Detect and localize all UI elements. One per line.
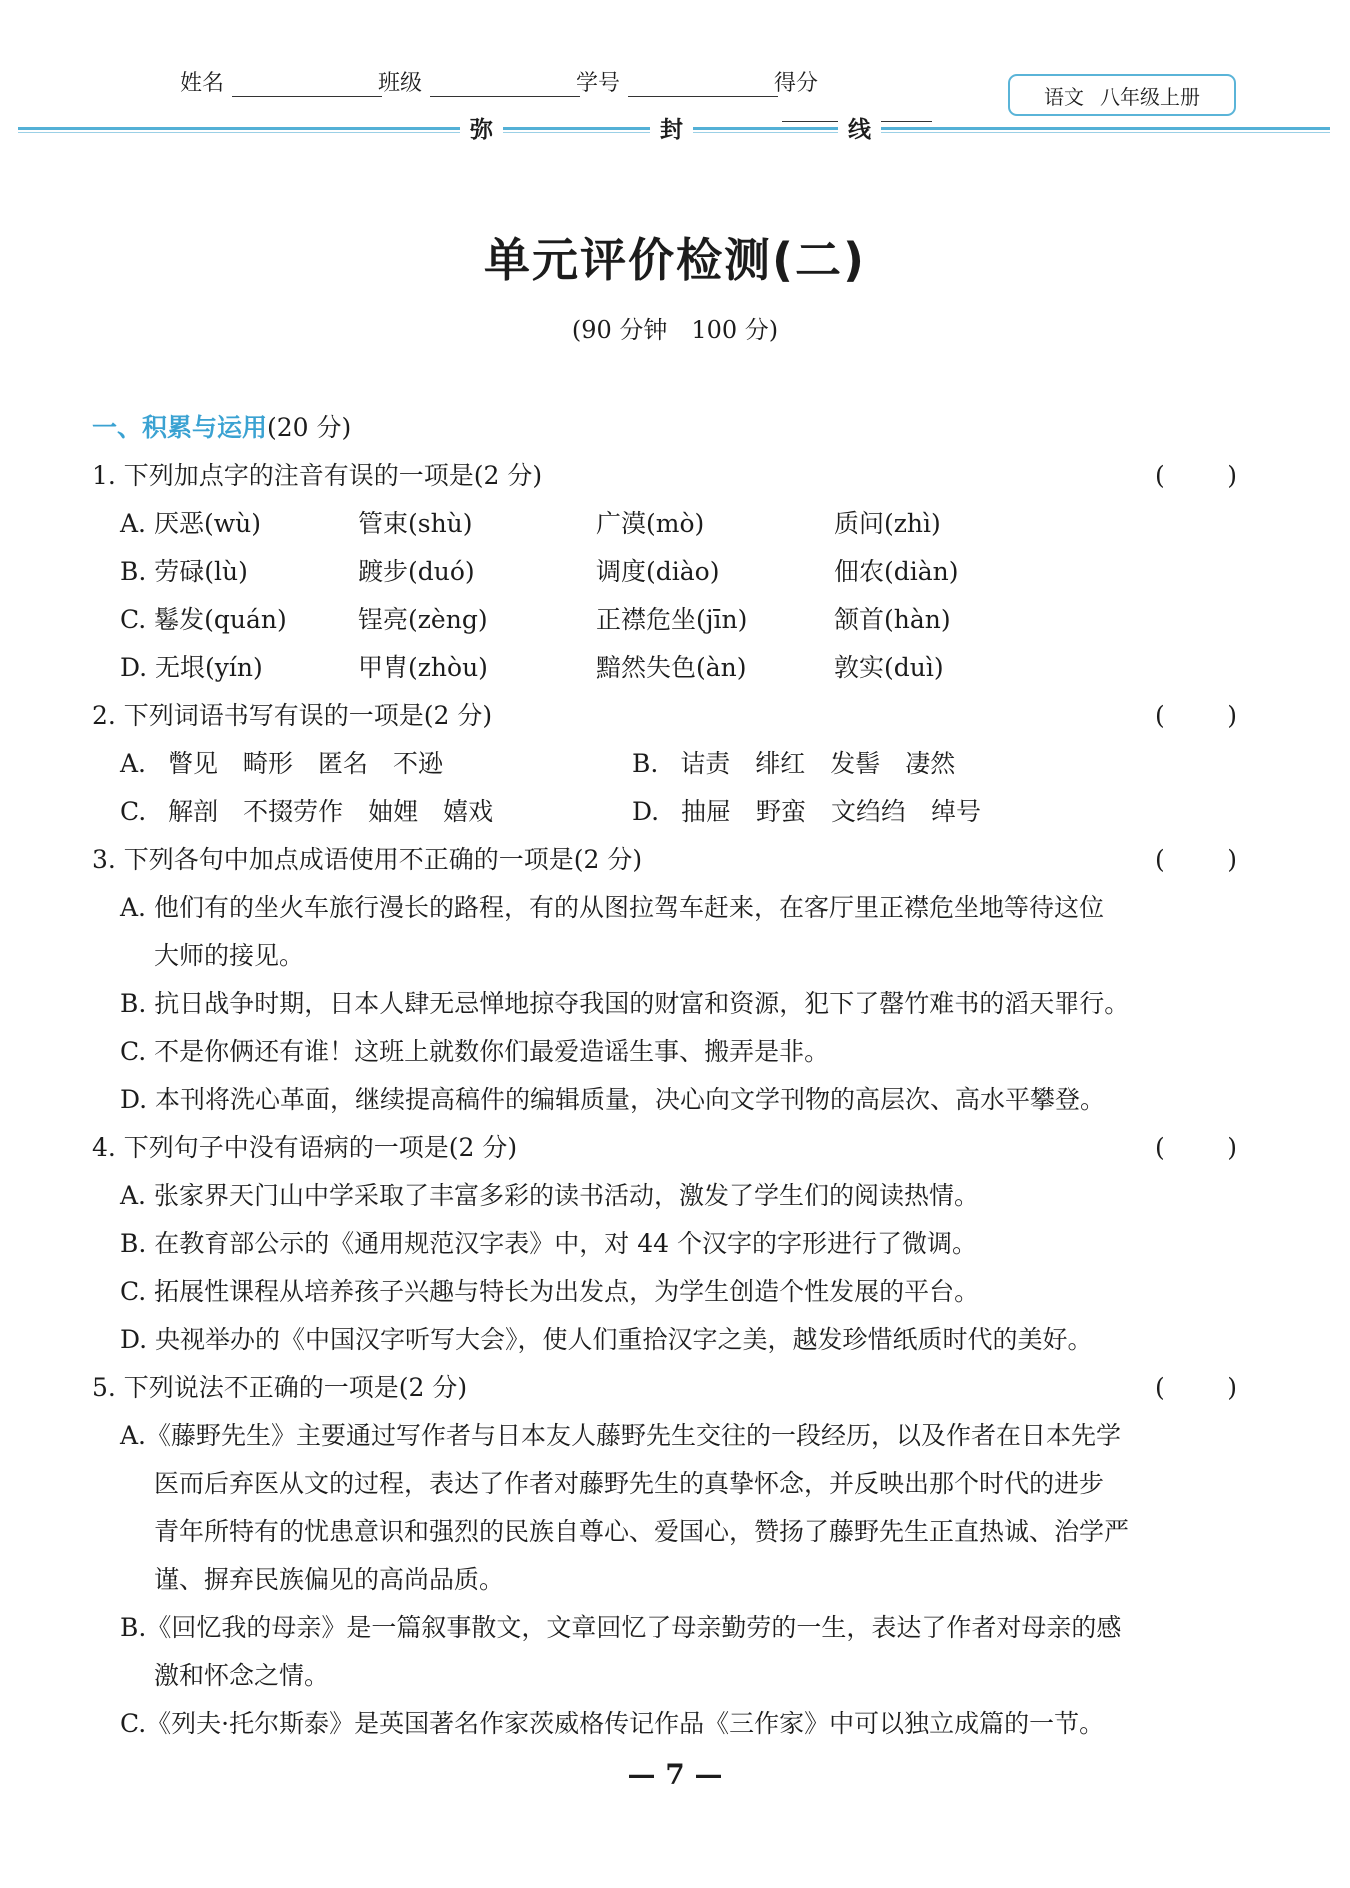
score-field[interactable]: 得分 — [774, 66, 960, 122]
option-line: B.《回忆我的母亲》是一篇叙事散文，文章回忆了母亲勤劳的一生，表达了作者对母亲的感 — [120, 1613, 1122, 1642]
seal-line — [18, 115, 1330, 147]
question-stem: 1. 下列加点字的注音有误的一项是(2 分) ( ) — [92, 452, 1237, 500]
seal-char: 封 — [650, 115, 693, 145]
badge-subject: 语文 — [1044, 84, 1084, 109]
question-stem: 4. 下列句子中没有语病的一项是(2 分) ( ) — [92, 1124, 1237, 1172]
page-subtitle: (90 分钟 100 分) — [571, 316, 779, 344]
subject-badge — [1008, 74, 1236, 116]
student-id-field[interactable]: 学号 — [576, 66, 778, 97]
option-line: 谨、摒弃民族偏见的高尚品质。 — [154, 1565, 505, 1594]
answer-bracket[interactable]: ( ) — [1155, 845, 1237, 874]
option-line: 激和怀念之情。 — [154, 1661, 330, 1690]
answer-bracket[interactable]: ( ) — [1155, 1373, 1237, 1402]
student-info-fields — [180, 66, 960, 106]
option-row: B. 劳碌(lù) 踱步(duó) 调度(diào) 佃农(diàn) — [120, 557, 959, 586]
option-line: A. 张家界天门山中学采取了丰富多彩的读书活动，激发了学生们的阅读热情。 — [120, 1181, 979, 1210]
question-stem: 3. 下列各句中加点成语使用不正确的一项是(2 分) ( ) — [92, 836, 1237, 884]
option-line: C. 拓展性课程从培养孩子兴趣与特长为出发点，为学生创造个性发展的平台。 — [120, 1277, 980, 1306]
page-number: — 7 — — [627, 1758, 723, 1791]
question-stem: 2. 下列词语书写有误的一项是(2 分) ( ) — [92, 692, 1237, 740]
question-body — [92, 404, 1237, 1748]
option-row: D. 无垠(yín) 甲胄(zhòu) 黯然失色(àn) 敦实(duì) — [120, 653, 944, 682]
class-field[interactable]: 班级 — [378, 66, 580, 97]
seal-char: 弥 — [460, 115, 503, 145]
answer-bracket[interactable]: ( ) — [1155, 461, 1237, 490]
option-row: A. 瞥见 畸形 匿名 不逊 B. 诘责 绯红 发髻 凄然 — [120, 749, 956, 778]
option-line: A. 他们有的坐火车旅行漫长的路程，有的从图拉驾车赶来，在客厅里正襟危坐地等待这位 — [120, 893, 1104, 922]
page-title: 单元评价检测(二) — [483, 233, 867, 287]
option-line: B. 抗日战争时期，日本人肆无忌惮地掠夺我国的财富和资源，犯下了罄竹难书的滔天罪行。 — [120, 989, 1130, 1018]
badge-grade: 八年级上册 — [1100, 84, 1200, 109]
answer-bracket[interactable]: ( ) — [1155, 1133, 1237, 1162]
option-line: C.《列夫·托尔斯泰》是英国著名作家茨威格传记作品《三作家》中可以独立成篇的一节。 — [120, 1709, 1105, 1738]
answer-bracket[interactable]: ( ) — [1155, 701, 1237, 730]
option-line: B. 在教育部公示的《通用规范汉字表》中，对 44 个汉字的字形进行了微调。 — [120, 1229, 977, 1258]
option-row: C. 鬈发(quán) 锃亮(zèng) 正襟危坐(jīn) 颔首(hàn) — [120, 605, 951, 634]
option-line: C. 不是你俩还有谁！这班上就数你们最爱造谣生事、搬弄是非。 — [120, 1037, 830, 1066]
option-line: A.《藤野先生》主要通过写作者与日本友人藤野先生交往的一段经历，以及作者在日本先学 — [120, 1421, 1122, 1450]
question-stem: 5. 下列说法不正确的一项是(2 分) ( ) — [92, 1364, 1237, 1412]
option-line: 青年所特有的忧患意识和强烈的民族自尊心、爱国心，赞扬了藤野先生正直热诚、治学严 — [154, 1517, 1130, 1546]
option-line: 大师的接见。 — [154, 941, 305, 970]
name-field[interactable]: 姓名 — [180, 66, 382, 97]
option-row: A. 厌恶(wù) 管束(shù) 广漠(mò) 质问(zhì) — [120, 509, 941, 538]
option-line: 医而后弃医从文的过程，表达了作者对藤野先生的真挚怀念，并反映出那个时代的进步 — [154, 1469, 1105, 1498]
option-row: C. 解剖 不掇劳作 妯娌 嬉戏 D. 抽屉 野蛮 文绉绉 绰号 — [120, 797, 982, 826]
option-line: D. 央视举办的《中国汉字听写大会》，使人们重拾汉字之美，越发珍惜纸质时代的美好。 — [120, 1325, 1093, 1354]
seal-char: 线 — [838, 115, 881, 145]
section-heading: 一、积累与运用(20 分) — [92, 413, 352, 442]
option-line: D. 本刊将洗心革面，继续提高稿件的编辑质量，决心向文学刊物的高层次、高水平攀登。 — [120, 1085, 1106, 1114]
